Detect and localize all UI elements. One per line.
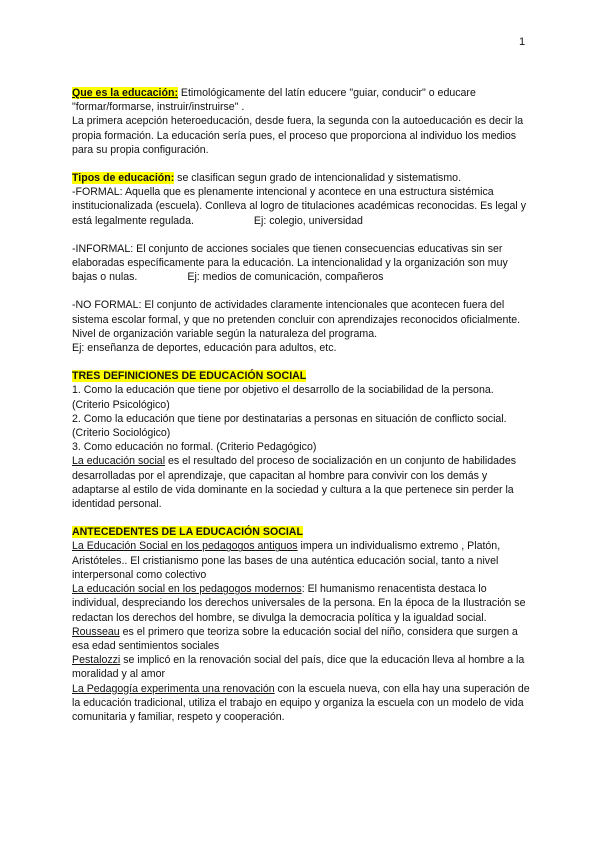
section-que-es-educacion — [72, 86, 532, 157]
antecedente-text: : El humanismo renacentista destaca lo individual, despreciando los derechos universales de la persona. En la época de la Ilustración se redactan los derechos del hombre, se divulga la democracia política y la igualdad social. — [72, 583, 526, 624]
antecedente-item — [72, 653, 532, 681]
antecedente-term: La Educación Social en los pedagogos antiguos — [72, 540, 298, 553]
antecedente-item — [72, 682, 532, 725]
definicion-item-3: 3. Como educación no formal. (Criterio Pedagógico) — [72, 441, 317, 454]
definicion-item-1: 1. Como la educación que tiene por objetivo el desarrollo de la sociabilidad de la persona. (Criterio Psicológico) — [72, 384, 494, 411]
antecedente-text: se implicó en la renovación social del país, dice que la educación lleva al hombre a la moralidad y al amor — [72, 654, 525, 681]
heading-que-es-educacion: Que es la educación: — [72, 87, 178, 99]
antecedente-text: es el primero que teoriza sobre la educación social del niño, considera que surgen a esa edad sentimientos sociales — [72, 625, 518, 652]
formal-paragraph — [72, 185, 532, 228]
antecedente-term: Rousseau — [72, 625, 120, 638]
informal-example: Ej: medios de comunicación, compañeros — [187, 271, 384, 284]
informal-paragraph — [72, 242, 532, 285]
antecedente-text: impera un individualismo extremo , Platón, Aristóteles.. El cristianismo pone las bases de una auténtica educación social, tanto a nivel interpersonal como colectivo — [72, 540, 501, 581]
concept-paragraph — [72, 454, 532, 511]
heading-antecedentes-line — [72, 525, 532, 539]
document-body — [72, 86, 532, 724]
acepcion-paragraph: La primera acepción heteroeducación, desde fuera, la segunda con la autoeducación es decir la propia formación. La educación sería pues, el proceso que proporciona al individuo los medios para su propia configuración. — [72, 115, 524, 156]
definicion-item-2: 2. Como la educación que tiene por destinatarias a personas en situación de conflicto social. (Criterio Sociológico) — [72, 412, 507, 440]
heading-tres-definiciones: TRES DEFINICIONES DE EDUCACIÓN SOCIAL — [72, 370, 307, 383]
antecedente-term: Pestalozzi — [72, 654, 121, 667]
tipos-intro-text: se clasifican segun grado de intencionalidad y sistematismo. — [174, 172, 462, 185]
formal-text: -FORMAL: Aquella que es plenamente intencional y acontece en una estructura sistémica institucionalizada (escuela). Conlleva al logro de titulaciones académicas reconocidas. Es legal y está legalmente regulada. — [72, 186, 527, 227]
heading-tipos-educacion: Tipos de educación: — [72, 172, 175, 185]
antecedente-term: La educación social en los pedagogos modernos — [72, 583, 302, 596]
definition-paragraph — [72, 86, 532, 114]
concept-text: es el resultado del proceso de socialización en un conjunto de habilidades desarrolladas por el aprendizaje, que capacitan al hombre para convivir con los demás y adaptarse al estilo de vida dominante en la sociedad y cultura a la que pertenece sin perder la identidad personal. — [72, 455, 517, 511]
antecedente-item — [72, 582, 532, 625]
section-tipos-educacion — [72, 171, 532, 355]
page-number: 1 — [519, 36, 526, 48]
section-tres-definiciones — [72, 369, 532, 511]
section-antecedentes — [72, 525, 532, 724]
definition-text: Etimológicamente del latín educere "guiar, conducir" o educare "formar/formarse, instruir/instruirse" . — [72, 87, 476, 114]
formal-example: Ej: colegio, universidad — [253, 214, 363, 227]
noformal-paragraph: -NO FORMAL: El conjunto de actividades claramente intencionales que acontecen fuera del sistema escolar formal, y que no pretenden concluir con aprendizajes reconocidos oficialmente. Nivel de organización variable según la naturaleza del programa. — [72, 299, 521, 340]
antecedente-item — [72, 625, 532, 653]
noformal-example: Ej: enseñanza de deportes, educación para adultos, etc. — [72, 342, 337, 355]
heading-antecedentes: ANTECEDENTES DE LA EDUCACIÓN SOCIAL — [72, 526, 303, 539]
antecedente-text: con la escuela nueva, con ella hay una superación de la educación tradicional, utiliza el trabajo en equipo y organiza la escuela con un modelo de vida comunitaria y familiar, respeto y cooperación. — [72, 682, 530, 723]
antecedente-term: La Pedagogía experimenta una renovación — [72, 682, 275, 695]
antecedente-item — [72, 539, 532, 582]
informal-text: -INFORMAL: El conjunto de acciones sociales que tienen consecuencias educativas sin ser elaboradas específicamente para la educación. La intencionalidad y la organización son muy bajas o nulas. — [72, 242, 508, 284]
concept-term: La educación social — [72, 455, 166, 468]
heading-tres-definiciones-line — [72, 369, 532, 383]
tipos-intro-paragraph — [72, 171, 532, 185]
